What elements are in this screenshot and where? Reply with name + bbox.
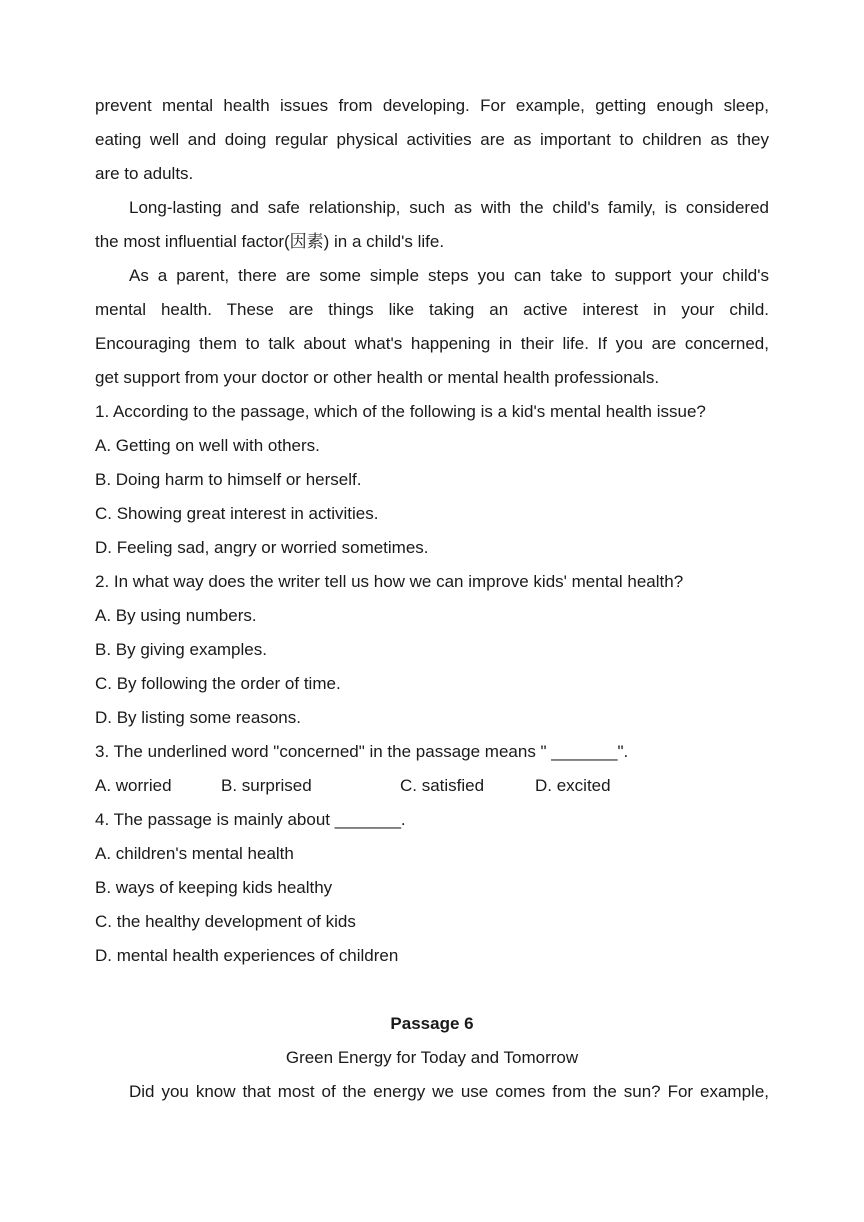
passage-title: Green Energy for Today and Tomorrow — [285, 1048, 579, 1067]
options-row — [95, 769, 769, 803]
option-c: C. By following the order of time. — [95, 674, 341, 693]
question-stem: 2. In what way does the writer tell us how we can improve kids' mental health? — [95, 572, 684, 591]
text-line: prevent mental health issues from developing. For example, getting enough sleep, — [95, 96, 769, 115]
option-d: D. Feeling sad, angry or worried sometimes. — [95, 538, 429, 557]
passage-heading: Passage 6 — [390, 1014, 474, 1033]
text-line: eating well and doing regular physical activities are as important to children as they — [95, 130, 769, 149]
question-1 — [95, 395, 769, 565]
text-line: Long-lasting and safe relationship, such as with the child's family, is considered — [129, 198, 769, 217]
option-a: A. worried — [95, 776, 172, 795]
option-c: C. Showing great interest in activities. — [95, 504, 379, 523]
option-b: B. By giving examples. — [95, 640, 267, 659]
text-line: mental health. These are things like taking an active interest in your child. — [95, 300, 769, 319]
text-line: are to adults. — [95, 164, 194, 183]
text-line: get support from your doctor or other health or mental health professionals. — [95, 368, 660, 387]
paragraph-2 — [95, 191, 769, 259]
paragraph-3 — [95, 259, 769, 395]
text-line: Encouraging them to talk about what's happening in their life. If you are concerned, — [95, 334, 769, 353]
option-a: A. children's mental health — [95, 844, 294, 863]
option-b: B. ways of keeping kids healthy — [95, 878, 333, 897]
question-4 — [95, 803, 769, 973]
option-b: B. Doing harm to himself or herself. — [95, 470, 362, 489]
text-line: the most influential factor(因素) in a child's life. — [95, 232, 445, 251]
passage-6 — [95, 1007, 769, 1109]
question-3 — [95, 735, 769, 803]
text-line: Did you know that most of the energy we use comes from the sun? For example, — [129, 1082, 769, 1101]
option-a: A. Getting on well with others. — [95, 436, 320, 455]
option-c: C. satisfied — [400, 776, 485, 795]
document-page — [95, 89, 769, 1109]
option-d: D. mental health experiences of children — [95, 946, 399, 965]
text-line: As a parent, there are some simple steps you can take to support your child's — [129, 266, 769, 285]
option-d: D. excited — [535, 776, 611, 795]
paragraph-1 — [95, 89, 769, 191]
option-d: D. By listing some reasons. — [95, 708, 301, 727]
question-stem: 3. The underlined word "concerned" in the passage means " _______". — [95, 742, 629, 761]
option-b: B. surprised — [221, 776, 312, 795]
question-2 — [95, 565, 769, 735]
question-stem: 4. The passage is mainly about _______. — [95, 810, 406, 829]
option-c: C. the healthy development of kids — [95, 912, 356, 931]
question-stem: 1. According to the passage, which of the following is a kid's mental health issue? — [95, 402, 706, 421]
section-spacer — [95, 973, 769, 1007]
option-a: A. By using numbers. — [95, 606, 257, 625]
